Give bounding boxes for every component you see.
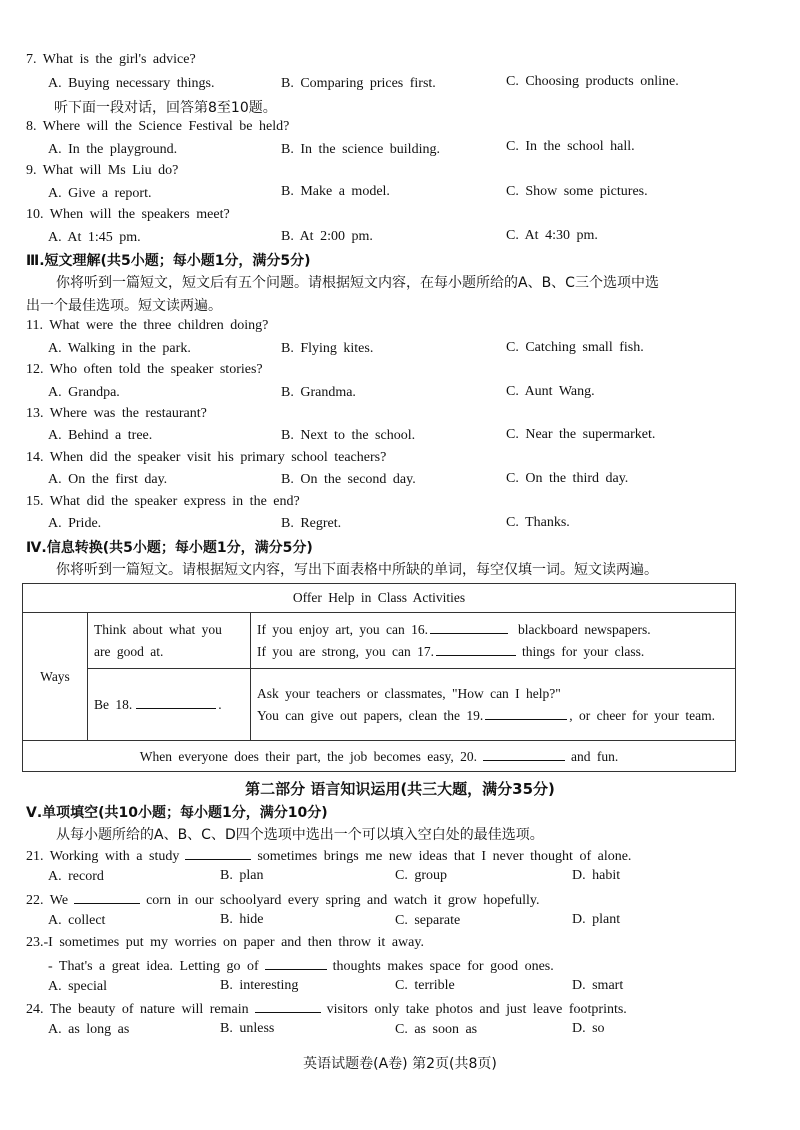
q14-option-a: A. On the first day. [48, 472, 168, 487]
q24-option-d: D. so [572, 1021, 605, 1036]
blank-17-suffix: things for your class. [521, 643, 645, 659]
q22-option-a: A. collect [48, 913, 106, 928]
question-14: 14. When did the speaker visit his primary school teachers? [26, 450, 387, 465]
dialog-instruction: 听下面一段对话，回答第8至10题。 [54, 100, 277, 116]
question-9: 9. What will Ms Liu do? [26, 163, 179, 178]
q15-option-c: C. Thanks. [506, 515, 570, 530]
q23-option-a: A. special [48, 979, 107, 994]
blank-20[interactable] [483, 748, 565, 761]
q24-option-b: B. unless [220, 1021, 275, 1036]
part-2-title: 第二部分 语言知识运用(共三大题，满分35分) [245, 780, 555, 798]
info-table [22, 583, 736, 772]
blank-16[interactable] [430, 621, 508, 634]
q13-option-a: A. Behind a tree. [48, 428, 153, 443]
table-row1-line1 [257, 619, 729, 641]
q21-option-c: C. group [395, 868, 447, 883]
q7-option-a: A. Buying necessary things. [48, 76, 215, 91]
table-row2-right [251, 669, 736, 741]
q10-option-a: A. At 1:45 pm. [48, 230, 141, 245]
table-row1-left: Think about what you are good at. [88, 613, 251, 669]
question-12: 12. Who often told the speaker stories? [26, 362, 263, 377]
section-4-instruction: 你将听到一篇短文。请根据短文内容，写出下面表格中所缺的单词，每空仅填一词。短文读两遍。 [56, 562, 658, 578]
q8-option-c: C. In the school hall. [506, 139, 635, 154]
q11-option-a: A. Walking in the park. [48, 341, 191, 356]
q14-option-c: C. On the third day. [506, 471, 629, 486]
q9-option-c: C. Show some pictures. [506, 184, 648, 199]
blank-17[interactable] [436, 643, 516, 656]
q21-stem-suffix: sometimes brings me new ideas that I never thought of alone. [257, 849, 632, 864]
q24-option-a: A. as long as [48, 1022, 130, 1037]
question-13: 13. Where was the restaurant? [26, 406, 207, 421]
q11-option-c: C. Catching small fish. [506, 340, 644, 355]
q10-option-c: C. At 4:30 pm. [506, 228, 598, 243]
table-ways-label: Ways [23, 613, 88, 741]
section-3-instruction-1: 你将听到一篇短文，短文后有五个问题。请根据短文内容，在每小题所给的A、B、C三个选项中选 [56, 275, 659, 291]
q23-stem-suffix: thoughts makes space for good ones. [332, 959, 554, 974]
question-22 [26, 891, 539, 909]
q7-option-b: B. Comparing prices first. [281, 76, 436, 91]
blank-20-suffix: and fun. [571, 748, 619, 764]
q21-option-d: D. habit [572, 868, 621, 883]
q22-stem-suffix: corn in our schoolyard every spring and watch it grow hopefully. [146, 893, 540, 908]
table-row2-left [88, 669, 251, 741]
section-5-instruction: 从每小题所给的A、B、C、D四个选项中选出一个可以填入空白处的最佳选项。 [56, 827, 544, 843]
q23-option-b: B. interesting [220, 978, 299, 993]
section-5-title: Ⅴ.单项填空(共10小题；每小题1分，满分10分) [26, 805, 328, 821]
section-4-title: Ⅳ.信息转换(共5小题；每小题1分，满分5分) [26, 540, 313, 556]
blank-21[interactable] [185, 847, 251, 860]
blank-22[interactable] [74, 891, 140, 904]
q24-stem-suffix: visitors only take photos and just leave footprints. [326, 1002, 627, 1017]
q22-option-c: C. separate [395, 913, 461, 928]
blank-16-prefix: If you enjoy art, you can 16. [257, 621, 428, 637]
q14-option-b: B. On the second day. [281, 472, 416, 487]
q8-option-b: B. In the science building. [281, 142, 440, 157]
question-10: 10. When will the speakers meet? [26, 207, 230, 222]
section-3-instruction-2: 出一个最佳选项。短文读两遍。 [26, 298, 222, 314]
question-11: 11. What were the three children doing? [26, 318, 269, 333]
q8-option-a: A. In the playground. [48, 142, 178, 157]
table-row1-line2 [257, 641, 729, 663]
table-row2-line1: Ask your teachers or classmates, "How can I help?" [257, 685, 561, 701]
question-7: 7. What is the girl's advice? [26, 52, 196, 67]
q12-option-a: A. Grandpa. [48, 385, 120, 400]
blank-18[interactable] [136, 696, 216, 709]
q12-option-c: C. Aunt Wang. [506, 384, 595, 399]
blank-17-prefix: If you are strong, you can 17. [257, 643, 434, 659]
q15-option-a: A. Pride. [48, 516, 102, 531]
question-24 [26, 1000, 627, 1018]
q9-option-a: A. Give a report. [48, 186, 152, 201]
table-row1-right [251, 613, 736, 669]
page-footer: 英语试题卷(A卷) 第2页(共8页) [303, 1056, 497, 1072]
q23-option-c: C. terrible [395, 978, 455, 993]
q22-stem-prefix: 22. We [26, 893, 69, 908]
question-8: 8. Where will the Science Festival be held? [26, 119, 290, 134]
q22-option-d: D. plant [572, 912, 621, 927]
blank-24[interactable] [255, 1000, 321, 1013]
question-15: 15. What did the speaker express in the end? [26, 494, 300, 509]
question-23-reply [48, 957, 554, 975]
table-row2-line2 [257, 705, 729, 727]
q21-stem-prefix: 21. Working with a study [26, 849, 180, 864]
blank-18-prefix: Be 18. [94, 697, 133, 712]
q11-option-b: B. Flying kites. [281, 341, 374, 356]
question-23: 23.-I sometimes put my worries on paper and then throw it away. [26, 935, 424, 950]
q15-option-b: B. Regret. [281, 516, 342, 531]
q24-option-c: C. as soon as [395, 1022, 478, 1037]
q23-option-d: D. smart [572, 978, 624, 993]
q21-option-b: B. plan [220, 868, 264, 883]
blank-16-suffix: blackboard newspapers. [517, 621, 651, 637]
q21-option-a: A. record [48, 869, 104, 884]
q24-stem-prefix: 24. The beauty of nature will remain [26, 1002, 249, 1017]
q12-option-b: B. Grandma. [281, 385, 356, 400]
blank-18-suffix: . [218, 697, 222, 712]
q10-option-b: B. At 2:00 pm. [281, 229, 373, 244]
blank-20-prefix: When everyone does their part, the job becomes easy, 20. [139, 748, 477, 764]
q13-option-c: C. Near the supermarket. [506, 427, 656, 442]
blank-19-prefix: You can give out papers, clean the 19. [257, 707, 484, 723]
blank-19-suffix: , or cheer for your team. [569, 707, 716, 723]
q9-option-b: B. Make a model. [281, 184, 390, 199]
q7-option-c: C. Choosing products online. [506, 74, 679, 89]
table-title: Offer Help in Class Activities [23, 584, 736, 613]
blank-23[interactable] [265, 957, 327, 970]
blank-19[interactable] [485, 707, 567, 720]
question-21 [26, 847, 631, 865]
q23-stem-prefix: - That's a great idea. Letting go of [48, 959, 259, 974]
table-bottom-row [23, 741, 736, 772]
q22-option-b: B. hide [220, 912, 264, 927]
section-3-title: Ⅲ.短文理解(共5小题；每小题1分，满分5分) [26, 253, 311, 269]
q13-option-b: B. Next to the school. [281, 428, 416, 443]
